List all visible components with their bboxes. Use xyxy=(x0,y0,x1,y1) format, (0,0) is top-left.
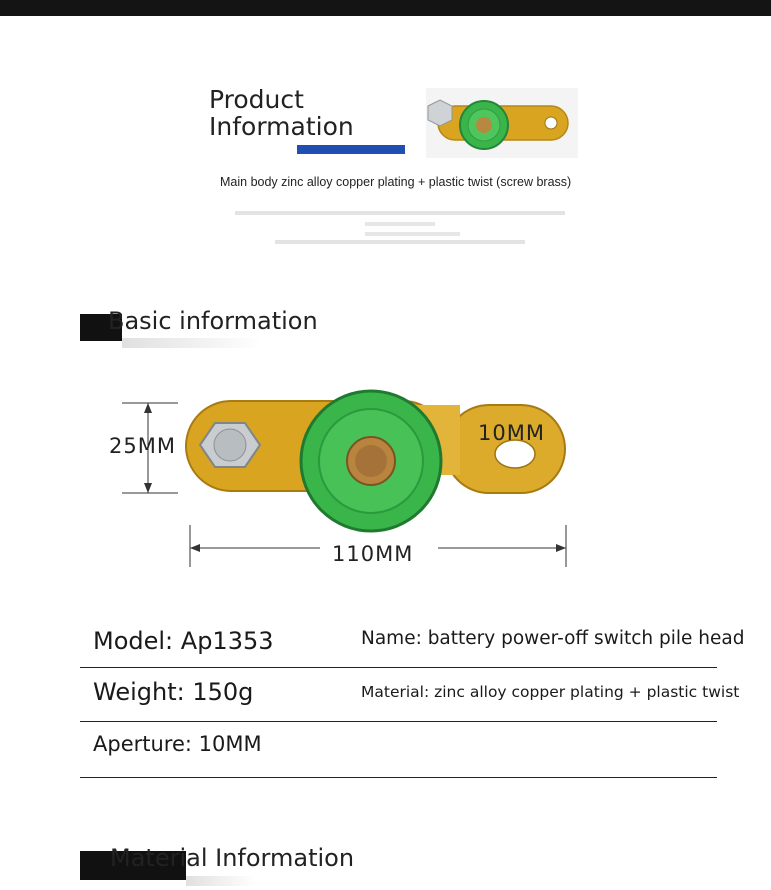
spec-material: Material: zinc alloy copper plating + plastic twist xyxy=(361,683,740,701)
spec-model: Model: Ap1353 xyxy=(93,627,274,655)
top-bar xyxy=(0,0,771,16)
dimension-aperture-label: 10MM xyxy=(478,421,545,445)
table-divider xyxy=(80,777,717,778)
spec-name: Name: battery power-off switch pile head xyxy=(361,628,745,649)
product-info-title-line1: Product xyxy=(209,85,304,114)
product-thumbnail xyxy=(418,88,578,158)
material-info-heading: Material Information xyxy=(110,844,355,872)
table-divider xyxy=(80,667,717,668)
section-shadow xyxy=(186,876,256,886)
product-info-title-line2: Information xyxy=(209,112,354,141)
product-description: Main body zinc alloy copper plating + plastic twist (screw brass) xyxy=(220,175,572,189)
dimension-length-label: 110MM xyxy=(332,542,414,566)
basic-info-heading: Basic information xyxy=(108,307,318,335)
table-divider xyxy=(80,721,717,722)
dimension-height-label: 25MM xyxy=(109,434,176,458)
product-info-title xyxy=(209,86,354,140)
section-shadow xyxy=(122,338,262,348)
faint-watermark-text xyxy=(225,208,575,252)
spec-aperture: Aperture: 10MM xyxy=(93,732,262,756)
spec-weight: Weight: 150g xyxy=(93,678,254,706)
title-accent-bar xyxy=(297,145,405,154)
section-marker-overlay xyxy=(80,851,186,880)
